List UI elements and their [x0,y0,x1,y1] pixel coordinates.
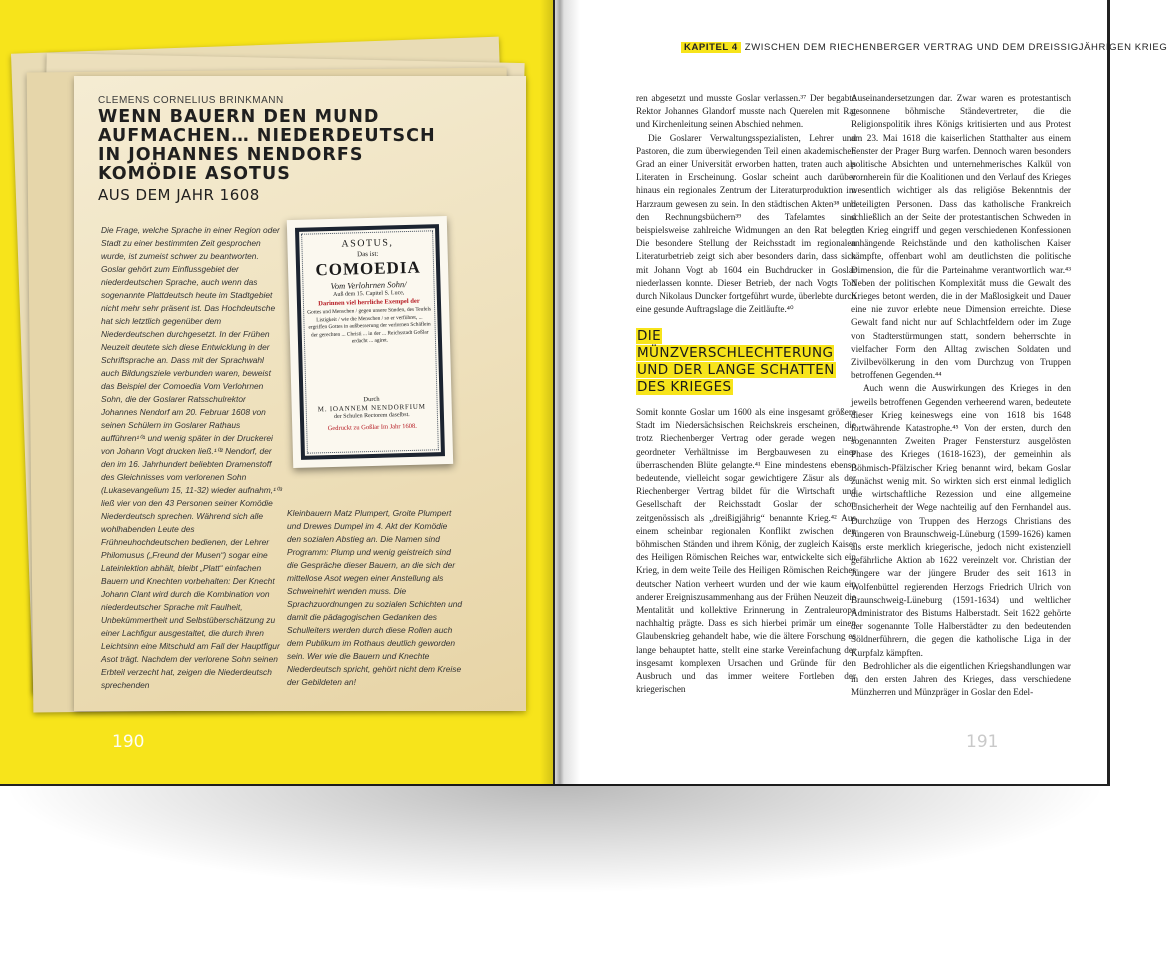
body-paragraph: Auseinandersetzungen dar. Zwar waren es protestantisch gesonnene böhmische Ständevertreter, die die Religionspolitik ihres Königs kritisierten und aus Protest am 23. Mai 1618 die kaiserlichen Statthalter aus einem Fenster der Prager Burg warfen. Dennoch waren besonders politische Absichten und unternehmerisches Kalkül von vornherein für die Koalitionen und den Verlauf des Krieges wesentlich wichtiger als das religiöse Bekenntnis der beteiligten Personen. Dass das katholische Frankreich schließlich an der Seite der protestantischen Schweden in den Krieg eingriff und gegen verschiedenen Konfessionen anhängende Reichstände und den katholischen Kaiser kämpfte, offenbart wohl am deutlichsten die politische Dimension, die für die Parteinahme verantwortlich war.⁴³ Neben der politischen Komplexität muss die Gewalt des Krieges betont werden, die in der Maßlosigkeit und Dauer eine nie zuvor erlebte neue Dimension erreichte. Diese Gewalt fand nicht nur auf Schlachtfeldern oder im Zuge von Stadterstürmungen statt, sondern beherrschte in vielfacher Form den Alltag zwischen Soldaten und Zivilbevölkerung in den vom Durchzug von Truppen betroffenen Gegenden.⁴⁴ [851,93,1071,381]
title-page-line: der Schulen Rectorem daselbst. [334,411,410,420]
article-author: CLEMENS CORNELIUS BRINKMANN [98,95,284,106]
body-paragraph: ren abgesetzt und musste Goslar verlassen.³⁷ Der begabte Rektor Johannes Glandorf musste nach Querelen mit Rat und Kirchenleitung seinen Abschied nehmen. [636,93,856,130]
text-column-2 [851,92,1071,699]
section-heading [636,328,856,396]
section-heading-text: DIE MÜNZVERSCHLECHTERUNG UND DER LANGE SCHATTEN DES KRIEGES [637,328,835,395]
page-number-left: 190 [112,732,145,752]
article-column-left [101,224,283,692]
body-paragraph: Auch wenn die Auswirkungen des Krieges in den jeweils betroffenen Gegenden verheerend waren, bedeutete dieser Krieg keineswegs eine von 1618 bis 1648 fortwährende Katastrophe.⁴⁵ Von der ersten, durch den sogenannten Zweiten Prager Fenstersturz ausgelösten Phase des Krieges (1618-1623), der gemeinhin als Böhmisch-Pfälzischer Krieg benannt wird, bekam Goslar zunächst wenig mit. So wirkten sich erst einmal lediglich die wirtschaftliche Rezession und eine allgemeine Unsicherheit der Wege nachteilig auf den Fernhandel aus. Durchzüge von Truppen des Herzogs Christians des Jüngeren von Braunschweig-Lüneburg (1599-1626) kamen als erste merklich kriegerische, jedoch nicht existenziell gefährliche Aktion ab 1622 vereinzelt vor. Christian der Jüngere war der jüngere Bruder des seit 1613 in Wolfenbüttel regierenden Herzogs Friedrich Ulrich von Braunschweig-Lüneburg (1591-1634) und weltlicher Administrator des Bistums Halberstadt. Seit 1622 gehörte der sogenannte Tolle Halberstädter zu den bedeutenden Söldnerführern, die gegen die katholische Liga in der Kurpfalz kämpften. [851,383,1071,658]
article-paragraph: Kleinbauern Matz Plumpert, Groite Plumpert und Drewes Dumpel im 4. Akt der Komödie den sozialen Abstieg an. Die Namen sind Programm: Plump und wenig geistreich sind die Gespräche dieser Bauern, an die sich der mittellose Asot wegen einer Anstellung als Schweinehirt wenden muss. Die Sprachzuordnungen zu sozialen Schichten und damit die pädagogischen Gedanken des Schulleiters werden durch diese Rollen auch dem Publikum im Rothaus deutlich geworden sein. Wer wie die Bauern und Knechte Niederdeutsch spricht, gehört nicht dem Kreise der Gebildeten an! [287,508,463,687]
text-column-1-bottom [636,406,856,696]
title-page-line: Durch [363,395,380,404]
body-paragraph: Die Goslarer Verwaltungsspezialisten, Lehrer und Pastoren, die zum überwiegenden Teil einen akademischen Grad an einer Universität erworben hatten, traten auch als Literaten in Erscheinung. Goslar scheint auch darüber hinaus ein regionales Zentrum der Literaturproduktion im Harzraum gewesen zu sein. In den städtischen Akten³⁸ und den Rechnungsbüchern³⁹ des Tafelamtes sind beispielsweise zahlreiche Widmungen an den Rat belegt. Die besondere Stellung der Reichsstadt im regionalen Literaturbetrieb zeigt sich aber besonders darin, dass sich mit Johann Vogt ab 1604 ein Buchdrucker in Goslar niederlassen konnte. Dieser Betrieb, der nach Vogts Tod durch Nikolaus Duncker fortgeführt wurde, überlebte durch eine gesunde Auftragslage die Zeitläufte.⁴⁰ [636,132,856,315]
title-page-author: M. IOANNEM NENDORFIUM [317,402,426,414]
book-gutter [540,0,580,784]
article-paragraph: Die Frage, welche Sprache in einer Region oder Stadt zu einer bestimmten Zeit gesprochen wurde, ist zumeist schwer zu beantworten. Goslar gehört zum Einflussgebiet der niederdeutschen Sprache, auch wenn das sogenannte Plattdeutsch heute im Stadtgebiet nicht mehr sehr präsent ist. Das Hochdeutsche hat sich letztlich gegenüber dem Niederdeutschen durchgesetzt. In der Frühen Neuzeit deutete sich diese Entwicklung in der Schriftsprache an. Dass mit der Sprachwahl auch Bildungsziele verbunden waren, beweist das Beispiel der Comoedia Vom Verlohrnen Sohn, die der Goslarer Ratsschulrektor Johannes Nendorf am 20. Februar 1608 von seinen Schülern im Goslarer Rathaus aufführen¹⁰¹ und wenig später in der Druckerei von Johann Vogt drucken ließ.¹⁰² Nendorf, der den im 16. Jahrhundert beliebten Dramenstoff des Gleichnisses vom verlorenen Sohn (Lukasevangelium 15, 11-32) wieder aufnahm,¹⁰³ ließ vier von den 43 Personen seiner Komödie Niederdeutsch sprechen. Während sich alle wohlhabenden Leute des Frühneuhochdeutschen bedienen, der Lehrer Philomusus („Freund der Musen“) sogar eine Lateinlektion abhält, bleibt „Platt“ einfachen Bauern und Knechten vorbehalten: Der Knecht Johann Clant wird durch die Kombination von niederdeutscher Sprache mit Faulheit, Unbekümmertheit und Selbstüberschätzung zu einer Lachfigur ausgestaltet, die durch ihren Leichtsinn eine Mitschuld am Fall der Hauptfigur Asot trägt. Nachdem der verlorene Sohn seinen Erbteil verzecht hat, zeigen die Niederdeutsch sprechenden [101,225,283,690]
body-paragraph: Bedrohlicher als die eigentlichen Kriegshandlungen war in den ersten Jahren des Krieges, dass verschiedene Münzherren und Münzpräger in Goslar den Edel- [851,660,1071,698]
title-page-line: ASOTUS, [341,237,394,250]
chapter-tag: KAPITEL 4 [681,42,741,53]
chapter-title: ZWISCHEN DEM RIECHENBERGER VERTRAG UND DEM DREISSIGJÄHRIGEN KRIEG [744,42,1167,53]
title-page-line: Vom Verlohrnen Sohn/ [330,279,407,292]
text-column-1-top [636,92,856,316]
title-page-body: Gottes und Menschen / gegen unsere Sünden, des Teufels Listigkeit / wie die Menschen / so er verführet, ... ergriffen Gottes in außbesserung der verlornen Schäflein der gerechten ... Christi ... in der ... Reichsstadt Goßlar erdacht ... agiret. [307,306,432,345]
article-headline: WENN BAUERN DEN MUND AUFMACHEN… NIEDERDEUTSCH IN JOHANNES NENDORFS KOMÖDIE ASOTUS [98,107,436,184]
title-page-line: Das ist: [356,249,379,259]
title-page-line: Auß dem 15. Capitel S. Luce, [333,290,405,298]
title-page-red-line: Darinnen viel herrliche Exempel der [318,297,420,308]
title-page-imprint: Gedruckt zu Goßlar Im Jahr 1608. [327,422,417,433]
title-page-title: COMOEDIA [315,257,421,280]
book-shadow [0,784,1110,894]
body-paragraph: Somit konnte Goslar um 1600 als eine insgesamt größere Stadt im Niedersächsischen Reichskreis erscheinen, die trotz Riechenberger Vertrag oder gerade wegen neu geordneter Verhältnisse im Bergbauwesen zu einer überraschenden Blüte gelangte.⁴¹ Eine mindestens ebenso bedeutende, vielleicht sogar gewichtigere Zäsur als der Riechenberger Vertrag bildet für die Wirtschaft und Gesellschaft der Reichsstadt Goslar der schon zeitgenössisch als „dreißigjährig“ benannte Krieg.⁴² Aus einem scheinbar regionalen Konflikt zwischen den böhmischen Ständen und ihrem König, der zugleich Kaiser des Heiligen Römischen Reiches war, entwickelte sich ein Krieg, in dem weite Teile des Heiligen Römischen Reiches deutscher Nation verheert wurden und der wie kaum ein anderer Ereigniszusammenhang aus der Frühen Neuzeit die Mentalität und kollektive Erinnerung in Zentraleuropa nachhaltig prägte. Dass es sich hierbei primär um einen Glaubenskrieg gehandelt habe, wie die ältere Forschung es lange behauptet hatte, stellt eine starke Vereinfachung der insgesamt komplexen Ursachen und Gründe für den Ausbruch und das immer weitere Fortleben der kriegerischen [636,407,856,695]
article-column-right [287,507,463,689]
running-head [681,42,1167,53]
article-subhead: AUS DEM JAHR 1608 [98,186,260,204]
page-number-right: 191 [966,732,999,752]
asotus-title-page-image [287,216,453,468]
